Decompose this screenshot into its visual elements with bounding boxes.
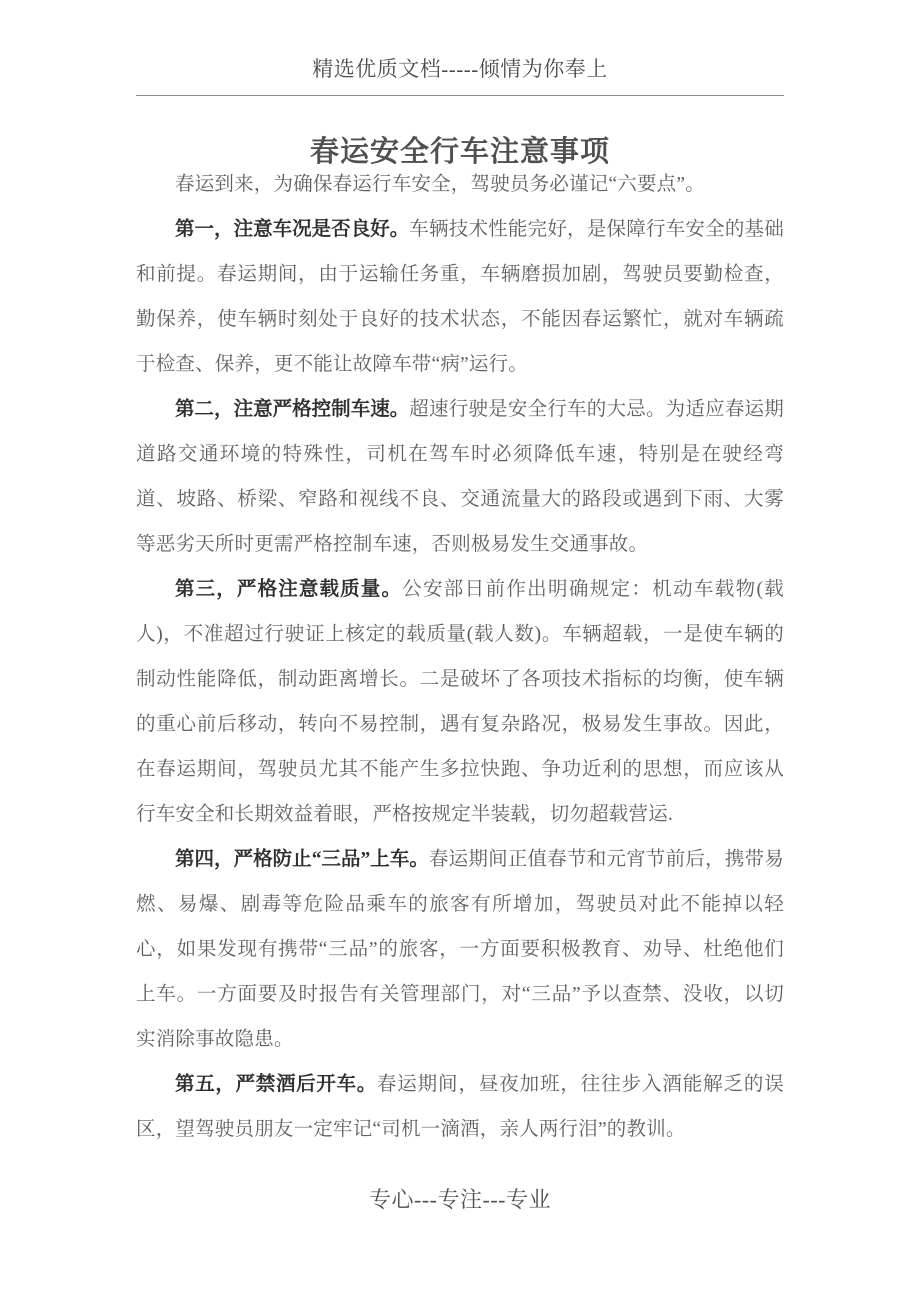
section-paragraph-5 — [136, 1062, 784, 1152]
section-lead-3: 第三，严格注意载质量。 — [175, 579, 403, 600]
running-footer: 专心---专注---专业 — [369, 1187, 551, 1212]
section-paragraph-4 — [136, 837, 784, 1062]
section-lead-5: 第五，严禁酒后开车。 — [175, 1074, 377, 1095]
section-text-4: 春运期间正值春节和元宵节前后，携带易燃、易爆、剧毒等危险品乘车的旅客有所增加，驾驶员对此不能掉以轻心，如果发现有携带“三品”的旅客，一方面要积极教育、劝导、杜绝他们上车。一方面要及时报告有关管理部门，对“三品”予以查禁、没收，以切实消除事故隐患。 — [136, 849, 784, 1050]
section-lead-1: 第一，注意车况是否良好。 — [175, 219, 410, 240]
intro-text: 春运到来，为确保春运行车安全，驾驶员务必谨记“六要点”。 — [175, 174, 705, 195]
section-text-1: 车辆技术性能完好，是保障行车安全的基础和前提。春运期间，由于运输任务重，车辆磨损加剧，驾驶员要勤检查，勤保养，使车辆时刻处于良好的技术状态，不能因春运繁忙，就对车辆疏于检查、保养，更不能让故障车带“病”运行。 — [136, 219, 784, 375]
intro-paragraph — [136, 162, 784, 207]
section-paragraph-1 — [136, 207, 784, 387]
section-lead-2: 第二，注意严格控制车速。 — [175, 399, 410, 420]
section-paragraph-3 — [136, 567, 784, 837]
header-divider — [136, 95, 784, 96]
section-text-3: 公安部日前作出明确规定：机动车载物(载人)，不准超过行驶证上核定的载质量(载人数)。车辆超载，一是使车辆的制动性能降低，制动距离增长。二是破坏了各项技术指标的均衡，使车辆的重心前后移动，转向不易控制，遇有复杂路况，极易发生事故。因此，在春运期间，驾驶员尤其不能产生多拉快跑、争功近利的思想，而应该从行车安全和长期效益着眼，严格按规定半装载，切勿超载营运. — [136, 579, 784, 825]
document-body — [136, 162, 784, 1152]
section-paragraph-2 — [136, 387, 784, 567]
page-title: 春运安全行车注意事项 — [309, 136, 610, 169]
section-text-5: 春运期间，昼夜加班，往往步入酒能解乏的误区，望驾驶员朋友一定牢记“司机一滴酒，亲人两行泪”的教训。 — [136, 1074, 784, 1140]
section-text-2: 超速行驶是安全行车的大忌。为适应春运期道路交通环境的特殊性，司机在驾车时必须降低车速，特别是在驶经弯道、坡路、桥梁、窄路和视线不良、交通流量大的路段或遇到下雨、大雾等恶劣天所时更需严格控制车速，否则极易发生交通事故。 — [136, 399, 784, 555]
running-header: 精选优质文档-----倾情为你奉上 — [312, 57, 608, 81]
section-lead-4: 第四，严格防止“三品”上车。 — [175, 849, 429, 870]
